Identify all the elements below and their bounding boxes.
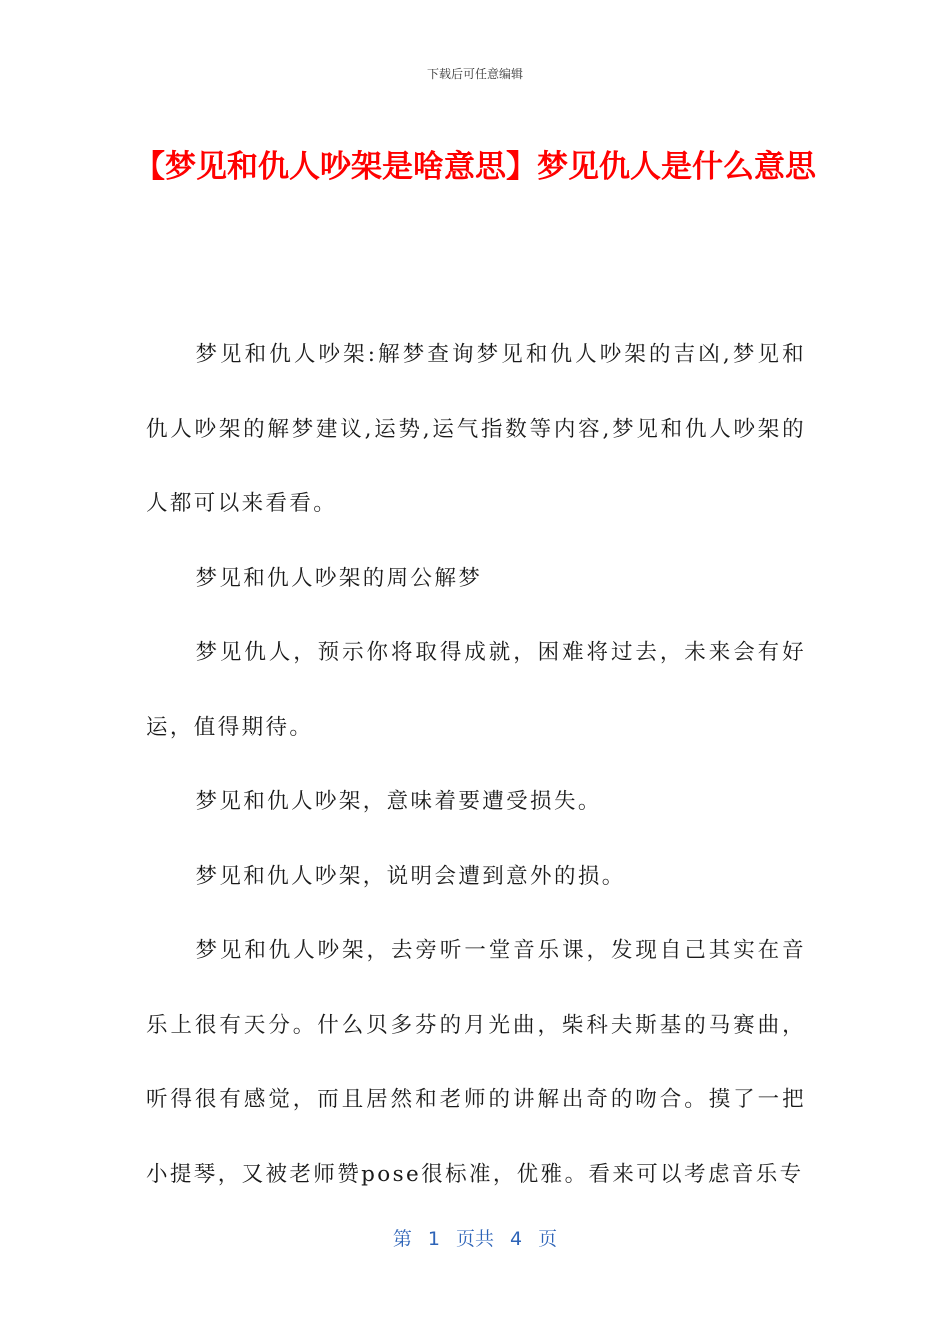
paragraph-dream-enemy: 梦见仇人，预示你将取得成就，困难将过去，未来会有好运，值得期待。 <box>146 640 806 740</box>
page-footer <box>0 1226 950 1252</box>
paragraph-subheading: 梦见和仇人吵架的周公解梦 <box>195 565 483 591</box>
paragraph-intro: 梦见和仇人吵架:解梦查询梦见和仇人吵架的吉凶,梦见和仇人吵架的解梦建议,运势,运气指数等内容,梦见和仇人吵架的人都可以来看看。 <box>146 342 806 516</box>
footer-suffix: 页 <box>538 1228 558 1250</box>
footer-prefix: 第 <box>392 1228 412 1250</box>
document-title: 【梦见和仇人吵架是啥意思】梦见仇人是什么意思 <box>134 149 816 185</box>
document-body <box>146 318 806 1212</box>
paragraph-music: 梦见和仇人吵架，去旁听一堂音乐课，发现自己其实在音乐上很有天分。什么贝多芬的月光曲，柴科夫斯基的马赛曲，听得很有感觉，而且居然和老师的讲解出奇的吻合。摸了一把小提琴，又被老师赞pose很标准，优雅。看来可以考虑音乐专 <box>146 938 806 1187</box>
paragraph-loss: 梦见和仇人吵架，意味着要遭受损失。 <box>195 789 602 814</box>
footer-middle: 页共 <box>455 1228 494 1250</box>
footer-current-page: 1 <box>427 1228 440 1250</box>
header-note: 下载后可任意编辑 <box>426 67 523 81</box>
paragraph-accident: 梦见和仇人吵架，说明会遭到意外的损。 <box>195 863 626 889</box>
footer-total-pages: 4 <box>510 1228 523 1250</box>
